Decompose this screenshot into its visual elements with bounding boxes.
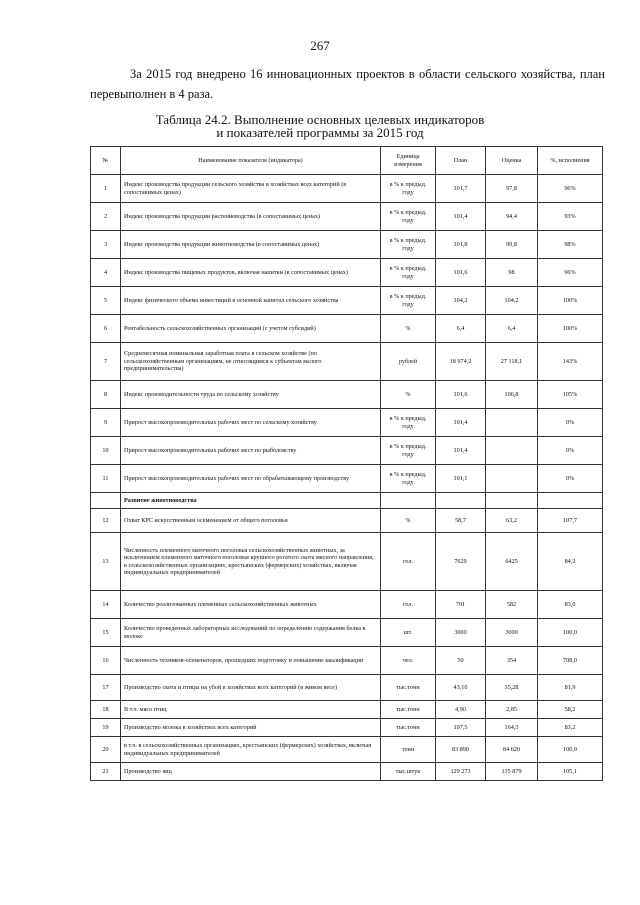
cell-name: Индекс производства продукции животноводства (в сопоставимых ценах) xyxy=(121,231,381,259)
cell-estimate xyxy=(486,409,538,437)
section-empty-cell xyxy=(381,493,436,509)
cell-plan: 101,8 xyxy=(436,231,486,259)
cell-name: Индекс производства пищевых продуктов, включая напитки (в сопоставимых ценах) xyxy=(121,259,381,287)
cell-plan: 58,7 xyxy=(436,509,486,533)
cell-plan: 101,6 xyxy=(436,381,486,409)
table-row xyxy=(91,763,603,781)
cell-unit: тыс.тонн xyxy=(381,701,436,719)
table-row xyxy=(91,719,603,737)
table-caption xyxy=(0,113,640,139)
cell-name: Охват КРС искусственным осеменением от общего поголовья xyxy=(121,509,381,533)
cell-unit: в % к предыд. году xyxy=(381,259,436,287)
cell-num: 14 xyxy=(91,591,121,619)
cell-num: 15 xyxy=(91,619,121,647)
cell-estimate: 98 xyxy=(486,259,538,287)
cell-plan: 7629 xyxy=(436,533,486,591)
cell-unit: чел. xyxy=(381,647,436,675)
cell-plan: 104,2 xyxy=(436,287,486,315)
header-num: № xyxy=(91,147,121,175)
header-unit: Единица измерения xyxy=(381,147,436,175)
cell-estimate xyxy=(486,465,538,493)
table-row xyxy=(91,287,603,315)
table-row xyxy=(91,619,603,647)
cell-num: 1 xyxy=(91,175,121,203)
cell-plan: 6,4 xyxy=(436,315,486,343)
table-row xyxy=(91,175,603,203)
cell-num: 13 xyxy=(91,533,121,591)
cell-estimate: 27 118,1 xyxy=(486,343,538,381)
table-row xyxy=(91,533,603,591)
cell-estimate: 99,8 xyxy=(486,231,538,259)
cell-plan: 83 890 xyxy=(436,737,486,763)
cell-name: Производство скота и птицы на убой в хозяйствах всех категорий (в живом весе) xyxy=(121,675,381,701)
table-row xyxy=(91,591,603,619)
section-num-cell xyxy=(91,493,121,509)
table-title-line2: и показателей программы за 2015 год xyxy=(216,125,424,140)
cell-unit: в % к предыд. году xyxy=(381,203,436,231)
table-row xyxy=(91,465,603,493)
cell-num: 12 xyxy=(91,509,121,533)
intro-paragraph: За 2015 год внедрено 16 инновационных проектов в области сельского хозяйства, план перевыполнен в 4 раза. xyxy=(90,67,605,101)
cell-percent: 143% xyxy=(538,343,603,381)
cell-unit: % xyxy=(381,509,436,533)
cell-percent: 107,7 xyxy=(538,509,603,533)
cell-num: 7 xyxy=(91,343,121,381)
cell-percent: 105% xyxy=(538,381,603,409)
cell-estimate: 582 xyxy=(486,591,538,619)
cell-unit: в % к предыд. году xyxy=(381,437,436,465)
cell-plan: 4,90 xyxy=(436,701,486,719)
cell-percent: 708,0 xyxy=(538,647,603,675)
cell-percent: 100% xyxy=(538,287,603,315)
table-row xyxy=(91,437,603,465)
cell-percent: 93% xyxy=(538,203,603,231)
cell-unit: в % к предыд. году xyxy=(381,287,436,315)
table-title-line1: Таблица 24.2. Выполнение основных целевых индикаторов xyxy=(155,112,485,127)
cell-plan: 18 974,2 xyxy=(436,343,486,381)
cell-name: в т.ч. в сельскохозяйственных организациях, крестьянских (фермерских) хозяйствах, включая индивидуальных предпринимателей xyxy=(121,737,381,763)
cell-name: Индекс производства продукции растениеводства (в сопоставимых ценах) xyxy=(121,203,381,231)
cell-unit: гол. xyxy=(381,591,436,619)
cell-estimate: 6425 xyxy=(486,533,538,591)
cell-percent: 100% xyxy=(538,315,603,343)
table-row xyxy=(91,509,603,533)
cell-percent: 96% xyxy=(538,175,603,203)
cell-estimate: 354 xyxy=(486,647,538,675)
section-empty-cell xyxy=(436,493,486,509)
cell-name: Прирост высокопроизводительных рабочих мест по обрабатывающему производству xyxy=(121,465,381,493)
section-empty-cell xyxy=(486,493,538,509)
cell-estimate: 6,4 xyxy=(486,315,538,343)
header-name: Наименование показателя (индикатора) xyxy=(121,147,381,175)
cell-estimate: 97,8 xyxy=(486,175,538,203)
page-number: 267 xyxy=(310,38,330,53)
header-percent: %, исполнения xyxy=(538,147,603,175)
cell-estimate: 63,2 xyxy=(486,509,538,533)
cell-plan: 3000 xyxy=(436,619,486,647)
cell-estimate xyxy=(486,437,538,465)
cell-unit: в % к предыд. году xyxy=(381,465,436,493)
cell-plan: 43,10 xyxy=(436,675,486,701)
cell-percent: 100,0 xyxy=(538,619,603,647)
cell-unit: гол. xyxy=(381,533,436,591)
cell-estimate: 2,85 xyxy=(486,701,538,719)
table-body xyxy=(91,175,603,781)
section-title: Развитие животноводства xyxy=(121,493,381,509)
cell-num: 6 xyxy=(91,315,121,343)
cell-percent: 0% xyxy=(538,465,603,493)
cell-percent: 81,9 xyxy=(538,675,603,701)
cell-percent: 58,2 xyxy=(538,701,603,719)
cell-estimate: 104,2 xyxy=(486,287,538,315)
header-estimate: Оценка xyxy=(486,147,538,175)
cell-percent: 84,2 xyxy=(538,533,603,591)
cell-num: 18 xyxy=(91,701,121,719)
cell-name: Количество реализованных племенных сельскохозяйственных животных xyxy=(121,591,381,619)
cell-num: 11 xyxy=(91,465,121,493)
cell-name: Численность племенного маточного поголовья сельскохозяйственных животных, за исключением племенного маточного поголовья крупного рогатого скота мясного направления, в сельскохозяйственных организациях, крестьянских (фермерских) хозяйствах, включая индивидуальных предпринимателей xyxy=(121,533,381,591)
cell-unit: тонн xyxy=(381,737,436,763)
cell-estimate: 3000 xyxy=(486,619,538,647)
cell-plan: 101,4 xyxy=(436,409,486,437)
section-empty-cell xyxy=(538,493,603,509)
table-row xyxy=(91,647,603,675)
cell-name: Индекс физического объема инвестиций в основной капитал сельского хозяйства xyxy=(121,287,381,315)
cell-plan: 197,5 xyxy=(436,719,486,737)
cell-percent: 98% xyxy=(538,231,603,259)
cell-name: Индекс производства продукции сельского хозяйства в хозяйствах всех категорий (в сопоставимых ценах) xyxy=(121,175,381,203)
cell-plan: 101,4 xyxy=(436,203,486,231)
header-plan: План xyxy=(436,147,486,175)
table-row xyxy=(91,203,603,231)
table-row xyxy=(91,259,603,287)
cell-name: Количество проведенных лабораторных исследований по определению содержания белка в молоке xyxy=(121,619,381,647)
cell-num: 21 xyxy=(91,763,121,781)
cell-name: Среднемесячная номинальная заработная плата в сельском хозяйстве (по сельскохозяйственным организациям, не относящимся к субъектам малого предпринимательства) xyxy=(121,343,381,381)
cell-name: Производство яиц xyxy=(121,763,381,781)
table-row xyxy=(91,343,603,381)
table-row xyxy=(91,737,603,763)
cell-unit: тыс.тонн xyxy=(381,719,436,737)
cell-plan: 701 xyxy=(436,591,486,619)
cell-num: 20 xyxy=(91,737,121,763)
cell-unit: в % к предыд. году xyxy=(381,231,436,259)
cell-estimate: 84 620 xyxy=(486,737,538,763)
cell-unit: тыс.тонн xyxy=(381,675,436,701)
cell-num: 9 xyxy=(91,409,121,437)
cell-name: Прирост высокопроизводительных рабочих мест по рыболовству xyxy=(121,437,381,465)
cell-name: Производство молока в хозяйствах всех категорий xyxy=(121,719,381,737)
cell-percent: 0% xyxy=(538,437,603,465)
cell-percent: 83,0 xyxy=(538,591,603,619)
cell-estimate: 164,3 xyxy=(486,719,538,737)
cell-percent: 105,1 xyxy=(538,763,603,781)
cell-name: Численность техников-осеменаторов, прошедших подготовку и повышение квалификации xyxy=(121,647,381,675)
cell-num: 8 xyxy=(91,381,121,409)
cell-unit: % xyxy=(381,315,436,343)
cell-name: В т.ч. мясо птиц xyxy=(121,701,381,719)
cell-plan: 101,6 xyxy=(436,259,486,287)
cell-plan: 50 xyxy=(436,647,486,675)
cell-estimate: 35,28 xyxy=(486,675,538,701)
cell-num: 17 xyxy=(91,675,121,701)
cell-name: Рентабельность сельскохозяйственных организаций (с учетом субсидий) xyxy=(121,315,381,343)
cell-unit: в % к предыд. году xyxy=(381,175,436,203)
cell-num: 10 xyxy=(91,437,121,465)
cell-estimate: 135 879 xyxy=(486,763,538,781)
table-row xyxy=(91,409,603,437)
cell-plan: 101,7 xyxy=(436,175,486,203)
cell-name: Индекс производительности труда по сельскому хозяйству xyxy=(121,381,381,409)
cell-percent: 83,2 xyxy=(538,719,603,737)
cell-num: 4 xyxy=(91,259,121,287)
cell-percent: 100,9 xyxy=(538,737,603,763)
cell-estimate: 106,8 xyxy=(486,381,538,409)
cell-estimate: 94,4 xyxy=(486,203,538,231)
cell-unit: в % к предыд. году xyxy=(381,409,436,437)
cell-num: 19 xyxy=(91,719,121,737)
table-row xyxy=(91,315,603,343)
cell-num: 3 xyxy=(91,231,121,259)
cell-num: 2 xyxy=(91,203,121,231)
cell-num: 16 xyxy=(91,647,121,675)
cell-name: Прирост высокопроизводительных рабочих мест по сельскому хозяйству xyxy=(121,409,381,437)
cell-plan: 129 273 xyxy=(436,763,486,781)
table-row xyxy=(91,675,603,701)
table-row xyxy=(91,381,603,409)
cell-unit: шт. xyxy=(381,619,436,647)
cell-plan: 101,4 xyxy=(436,437,486,465)
cell-unit: % xyxy=(381,381,436,409)
table-row xyxy=(91,701,603,719)
indicators-table xyxy=(90,146,603,781)
cell-plan: 101,1 xyxy=(436,465,486,493)
cell-percent: 0% xyxy=(538,409,603,437)
table-header-row xyxy=(91,147,603,175)
cell-percent: 96% xyxy=(538,259,603,287)
cell-num: 5 xyxy=(91,287,121,315)
cell-unit: рублей xyxy=(381,343,436,381)
table-row xyxy=(91,231,603,259)
cell-unit: тыс.штук xyxy=(381,763,436,781)
section-row xyxy=(91,493,603,509)
